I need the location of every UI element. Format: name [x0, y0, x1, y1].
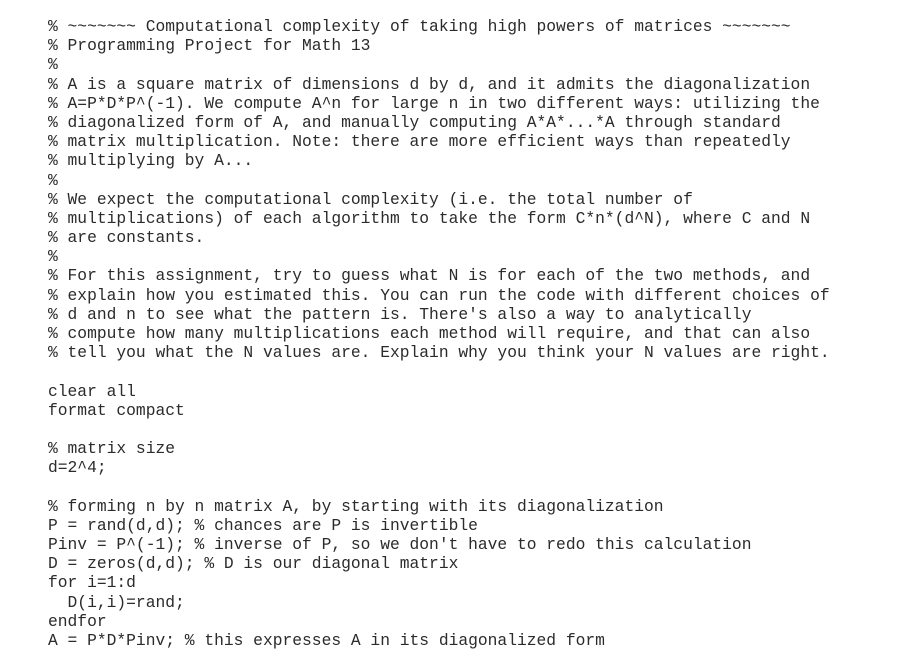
code-line: A = P*D*Pinv; % this expresses A in its diagonalized form: [48, 631, 605, 650]
code-line: % We expect the computational complexity (i.e. the total number of: [48, 189, 693, 209]
code-line: % multiplying by A...: [48, 151, 254, 171]
code-line: % d and n to see what the pattern is. There's also a way to analytically: [48, 304, 752, 324]
code-line: % diagonalized form of A, and manually computing A*A*...*A through standard: [48, 112, 781, 132]
blank-line: [48, 478, 830, 497]
code-line: d=2^4;: [48, 458, 107, 478]
code-line: %: [48, 247, 58, 267]
code-line: D = zeros(d,d); % D is our diagonal matrix: [48, 554, 459, 574]
code-line: % tell you what the N values are. Explain why you think your N values are right.: [48, 343, 830, 363]
code-line: % compute how many multiplications each method will require, and that can also: [48, 324, 811, 343]
code-line: % multiplications) of each algorithm to take the form C*n*(d^N), where C and N: [48, 208, 811, 228]
code-line: format compact: [48, 400, 185, 420]
blank-line: [48, 362, 830, 381]
code-line: % explain how you estimated this. You can run the code with different choices of: [48, 285, 830, 305]
code-line: D(i,i)=rand;: [48, 592, 185, 612]
code-line: %: [48, 170, 58, 190]
code-line: Pinv = P^(-1); % inverse of P, so we don't have to redo this calculation: [48, 535, 752, 555]
code-line: % For this assignment, try to guess what N is for each of the two methods, and: [48, 266, 811, 286]
code-line: P = rand(d,d); % chances are P is invertible: [48, 515, 478, 535]
code-line: clear all: [48, 381, 136, 401]
code-line: %: [48, 55, 58, 75]
blank-line: [48, 420, 830, 439]
code-line: % matrix multiplication. Note: there are more efficient ways than repeatedly: [48, 132, 791, 152]
code-line: % A=P*D*P^(-1). We compute A^n for large n in two different ways: utilizing the: [48, 93, 820, 113]
code-listing: [48, 17, 830, 650]
code-line: % are constants.: [48, 228, 205, 248]
code-line: % forming n by n matrix A, by starting with its diagonalization: [48, 496, 664, 516]
code-line: endfor: [48, 611, 107, 631]
code-line: % matrix size: [48, 439, 176, 459]
code-line: % ~~~~~~~ Computational complexity of taking high powers of matrices ~~~~~~~: [48, 17, 791, 36]
code-line: for i=1:d: [48, 573, 136, 593]
code-line: % A is a square matrix of dimensions d by d, and it admits the diagonalization: [48, 74, 811, 94]
code-line: % Programming Project for Math 13: [48, 36, 371, 56]
